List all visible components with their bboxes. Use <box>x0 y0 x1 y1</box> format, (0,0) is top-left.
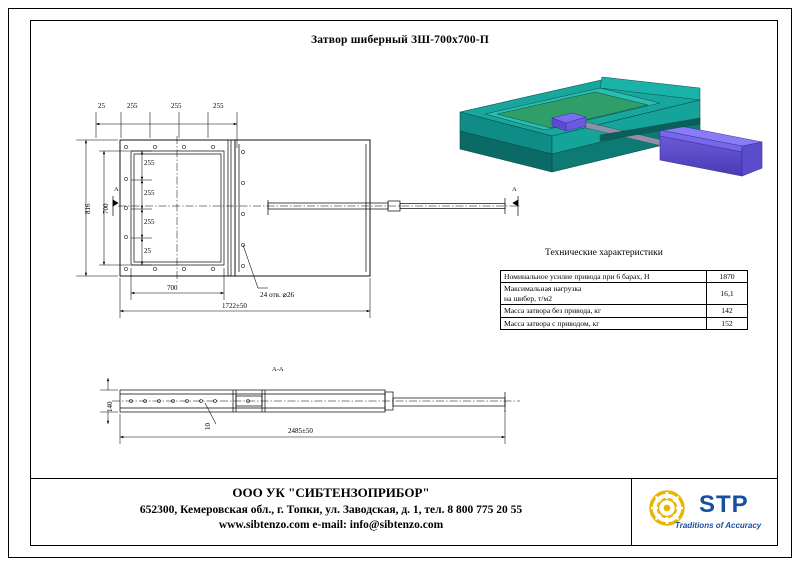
dim-inner-255-1: 255 <box>144 159 155 167</box>
dim-side-10: 10 <box>204 423 212 430</box>
page-title: Затвор шиберный ЗШ-700х700-П <box>310 34 490 46</box>
company-name: ООО УК "СИБТЕНЗОПРИБОР" <box>232 485 430 500</box>
logo-tagline: Traditions of Accuracy <box>675 521 762 530</box>
title-block <box>31 478 777 545</box>
tech-label-2: Масса затвора без привода, кг <box>501 305 707 317</box>
dim-bottom-1722: 1722±50 <box>222 302 247 310</box>
tech-table-heading: Технические характеристики <box>545 248 663 258</box>
title-block-divider <box>631 479 632 546</box>
section-arrow-label-left: А <box>114 186 119 193</box>
dim-side-2485: 2485±50 <box>288 427 313 435</box>
tech-value-0: 1870 <box>707 271 748 283</box>
tech-value-3: 152 <box>707 317 748 329</box>
tech-label-3: Масса затвора с приводом, кг <box>501 317 707 329</box>
dim-top-25: 25 <box>98 102 105 110</box>
dim-inner-25: 25 <box>144 247 151 255</box>
dim-inner-255-3: 255 <box>144 218 155 226</box>
tech-label-1-line1: Максимальная нагрузка <box>504 284 582 294</box>
dim-bottom-700: 700 <box>167 284 178 292</box>
tech-label-0: Номинальное усилие привода при 6 барах, Н <box>501 271 707 283</box>
dim-side-140: 140 <box>106 401 114 412</box>
tech-table <box>500 270 748 330</box>
section-arrow-label-right: А <box>512 186 517 193</box>
dim-inner-255-2: 255 <box>144 189 155 197</box>
table-row <box>501 283 748 305</box>
dim-left-816: 816 <box>84 203 92 214</box>
note-holes: 24 отв. ⌀26 <box>260 291 295 299</box>
tech-label-1 <box>501 283 707 305</box>
dim-top-255-1: 255 <box>127 102 138 110</box>
tech-value-1: 16,1 <box>707 283 748 305</box>
tech-label-1-line2: на шибер, т/м2 <box>504 293 553 303</box>
dim-top-255-3: 255 <box>213 102 224 110</box>
company-info <box>31 485 631 531</box>
table-row <box>501 271 748 283</box>
dim-top-255-2: 255 <box>171 102 182 110</box>
table-row <box>501 305 748 317</box>
section-label-aa: А-А <box>272 366 284 373</box>
table-row <box>501 317 748 329</box>
company-contacts: www.sibtenzo.com e-mail: info@sibtenzo.com <box>218 519 444 531</box>
logo-text: STP <box>699 491 749 518</box>
tech-value-2: 142 <box>707 305 748 317</box>
company-logo <box>643 489 800 539</box>
company-address: 652300, Кемеровская обл., г. Топки, ул. Заводская, д. 1, тел. 8 800 775 20 55 <box>139 504 523 516</box>
dim-left-700: 700 <box>102 203 110 214</box>
